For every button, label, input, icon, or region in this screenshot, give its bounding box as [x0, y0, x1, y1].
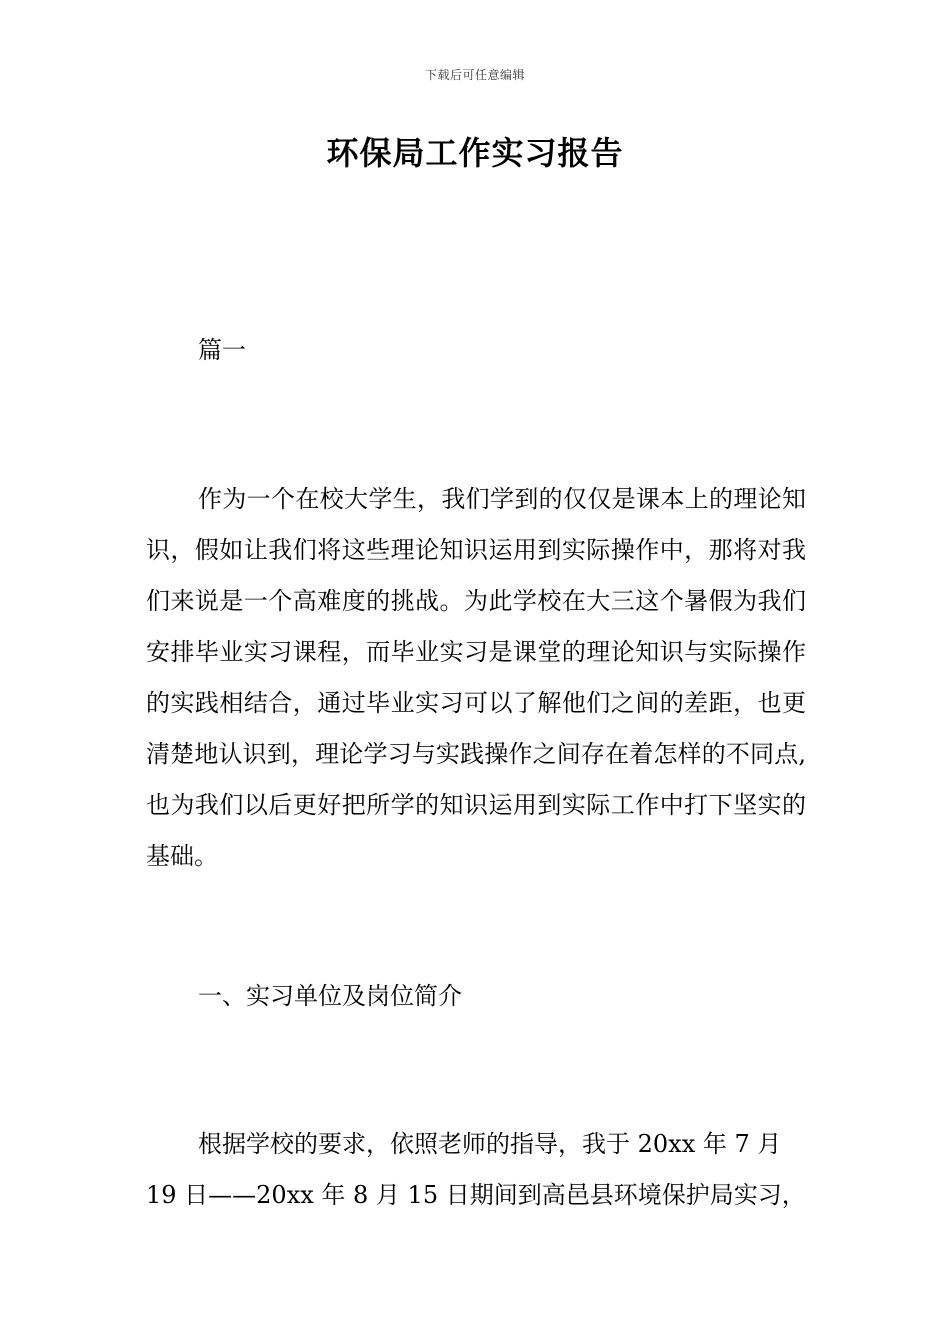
section-label: 篇一: [198, 336, 246, 364]
document-title: 环保局工作实习报告: [326, 134, 624, 172]
section-heading: 一、实习单位及岗位简介: [198, 982, 462, 1010]
header-note: 下载后可任意编辑: [424, 68, 525, 82]
intro-paragraph: 作为一个在校大学生，我们学到的仅仅是课本上的理论知识，假如让我们将这些理论知识运用到实际操作中，那将对我们来说是一个高难度的挑战。为此学校在大三这个暑假为我们安排毕业实习课程，而毕业实习是课堂的理论知识与实际操作的实践相结合，通过毕业实习可以了解他们之间的差距，也更清楚地认识到，理论学习与实践操作之间存在着怎样的不同点,也为我们以后更好把所学的知识运用到实际工作中打下坚实的基础。: [146, 485, 806, 870]
paragraph-line: 19 日——20xx 年 8 月 15 日期间到高邑县环境保护局实习，: [146, 1181, 806, 1209]
paragraph-line: 根据学校的要求，依照老师的指导，我于 20xx 年 7 月: [198, 1130, 782, 1158]
